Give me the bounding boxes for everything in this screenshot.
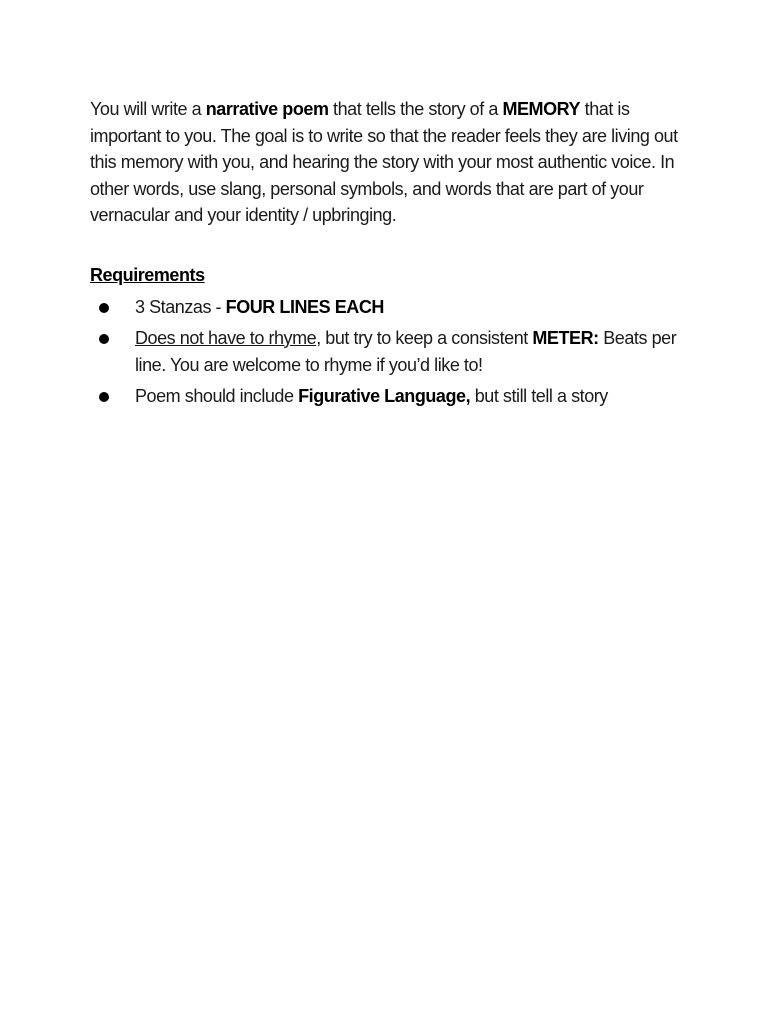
intro-paragraph [90,96,690,229]
intro-text-2: that tells the story of a [328,99,503,119]
requirement-item-stanzas [90,294,690,321]
intro-text-1: You will write a [90,99,206,119]
requirement-text-2: Beats per line. You are welcome to rhyme if you’d like to! [135,327,677,375]
requirement-item-figurative [90,383,690,410]
requirement-bold: METER: [532,327,599,348]
requirement-underlined: Does not have to rhyme [135,327,317,348]
intro-bold-memory: MEMORY [502,99,581,119]
requirements-list [90,294,690,410]
requirement-text-2: but still tell a story [470,385,608,406]
requirement-bold: Figurative Language, [298,385,471,406]
bullet-icon [99,334,109,344]
bullet-icon [99,392,109,402]
requirement-text: , but try to keep a consistent [316,327,533,348]
requirements-heading: Requirements [90,264,205,285]
assignment-content [90,96,690,414]
bullet-icon [99,303,109,313]
requirement-bold: FOUR LINES EACH [225,296,384,317]
requirement-text: 3 Stanzas - [135,296,226,317]
requirement-item-meter [90,325,690,379]
intro-bold-narrative-poem: narrative poem [205,99,329,119]
intro-text-3: that is important to you. The goal is to write so that the reader feels they are living out this memory with you, and hearing the story with your most authentic voice. In other words, use slang, personal symbols, and words that are part of your vernacular and your identity / upbringing. [90,99,678,225]
requirement-text: Poem should include [135,385,299,406]
